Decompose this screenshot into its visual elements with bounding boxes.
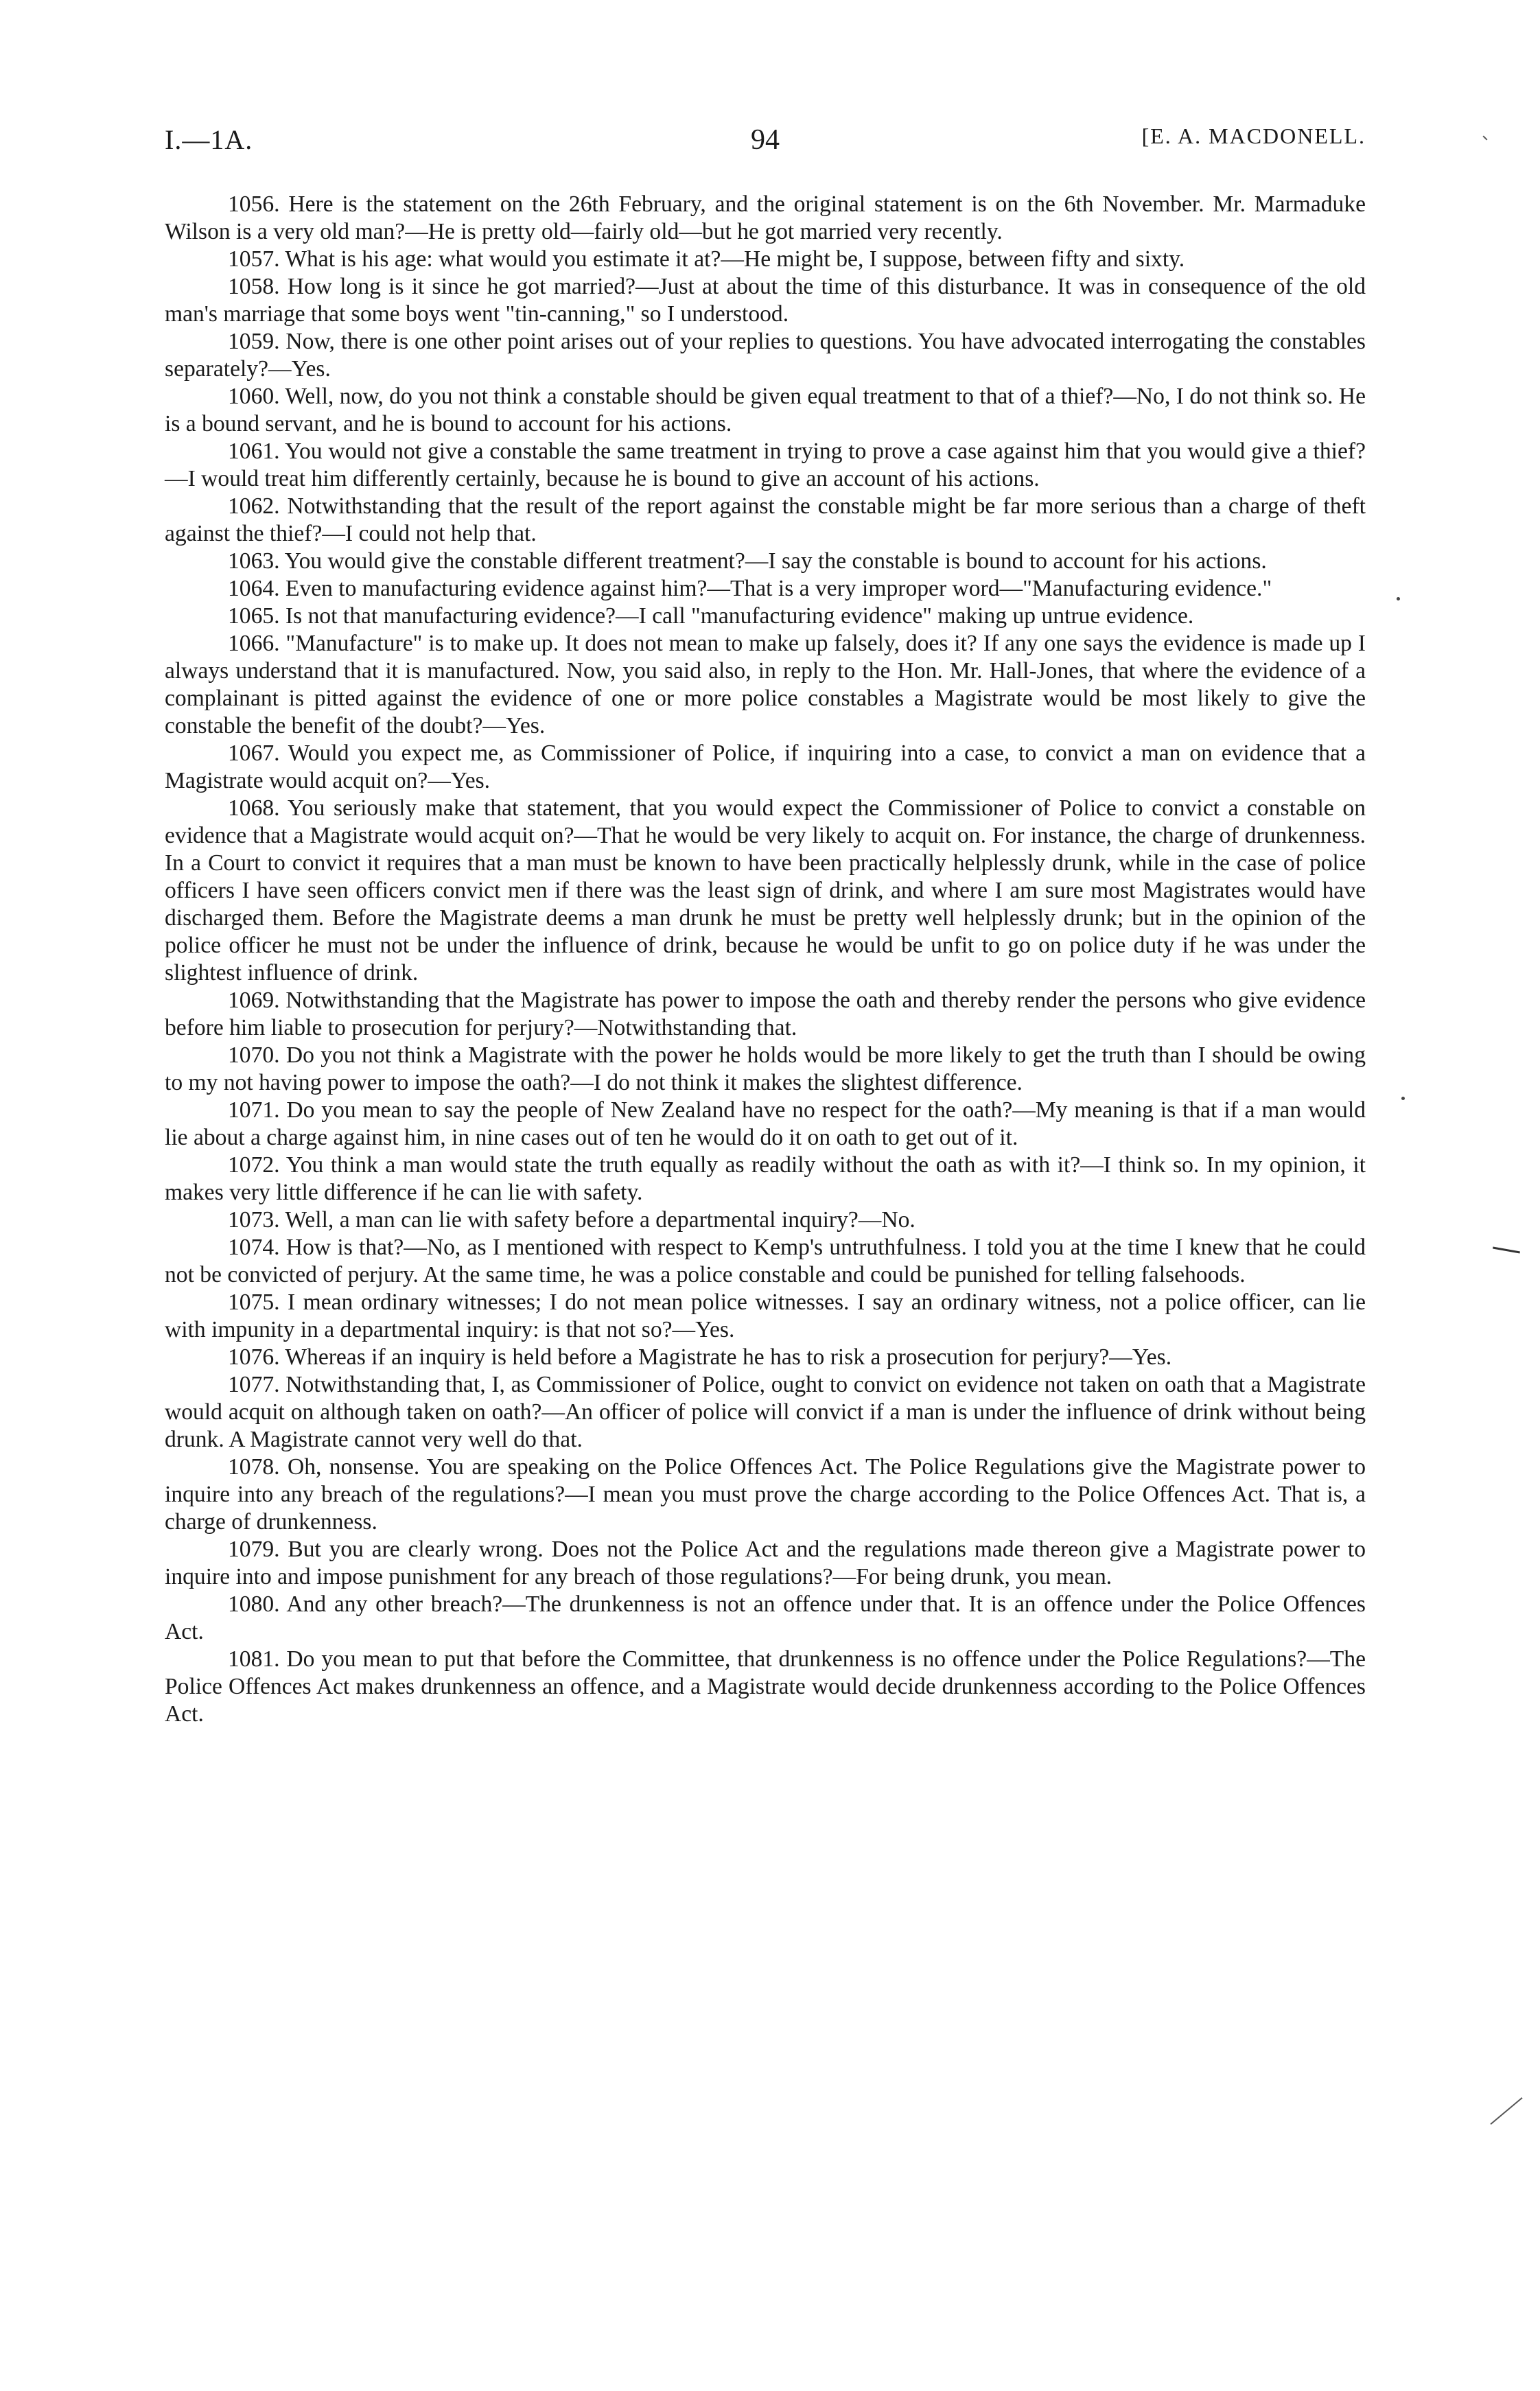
paper-reference: I.—1A. (165, 124, 253, 155)
margin-dot-mark (1401, 1097, 1405, 1100)
question-answer-paragraph: 1057. What is his age: what would you estimate it at?—He might be, I suppose, between fifty and sixty. (228, 246, 1185, 272)
question-answer-paragraph: 1065. Is not that manufacturing evidence?—I call "manufacturing evidence" making up untrue evidence. (228, 603, 1194, 629)
question-answer-paragraph: 1068. You seriously make that statement, that you would expect the Commissioner of Police to convict a constable on evidence that a Magistrate would acquit on?—That he would be very likely to acquit on. For instance, the charge of drunkenness. In a Court to convict it requires that a man must be known to have been practically helplessly drunk, while in the case of police officers I have seen officers convict men if there was the least sign of drink, and where I am sure most Magistrates would have discharged them. Before the Magistrate deems a man drunk he must be pretty well helplessly drunk; but in the opinion of the police officer he must not be under the influence of drink, because he would be unfit to go on police duty if he was under the slightest influence of drink. (165, 795, 1366, 985)
page-header (165, 124, 1366, 172)
margin-scratch-mark (1490, 2097, 1522, 2125)
question-answer-paragraph: 1074. How is that?—No, as I mentioned with respect to Kemp's untruthfulness. I told you at the time I knew that he could not be convicted of perjury. At the same time, he was a police constable and could be punished for telling falsehoods. (165, 1235, 1366, 1287)
page-number: 94 (751, 124, 780, 156)
evidence-text (165, 191, 1366, 1728)
question-answer-paragraph: 1079. But you are clearly wrong. Does not the Police Act and the regulations made thereon give a Magistrate power to inquire into and impose punishment for any breach of those regulations?—For being drunk, you mean. (165, 1537, 1366, 1589)
question-answer-paragraph: 1076. Whereas if an inquiry is held before a Magistrate he has to risk a prosecution for perjury?—Yes. (228, 1344, 1172, 1370)
margin-dash-mark (1493, 1247, 1520, 1254)
question-answer-paragraph: 1059. Now, there is one other point arises out of your replies to questions. You have advocated interrogating the constables separately?—Yes. (165, 329, 1366, 382)
question-answer-paragraph: 1069. Notwithstanding that the Magistrate has power to impose the oath and thereby render the persons who give evidence before him liable to prosecution for perjury?—Notwithstanding that. (165, 988, 1366, 1040)
question-answer-paragraph: 1080. And any other breach?—The drunkenness is not an offence under that. It is an offence under the Police Offences Act. (165, 1591, 1366, 1644)
question-answer-paragraph: 1058. How long is it since he got married?—Just at about the time of this disturbance. It was in consequence of the old man's marriage that some boys went "tin-canning," so I understood. (165, 274, 1366, 327)
question-answer-paragraph: 1063. You would give the constable different treatment?—I say the constable is bound to account for his actions. (228, 548, 1267, 574)
question-answer-paragraph: 1070. Do you not think a Magistrate with the power he holds would be more likely to get the truth than I should be owing to my not having power to impose the oath?—I do not think it makes the slightest difference. (165, 1042, 1366, 1095)
question-answer-paragraph: 1066. "Manufacture" is to make up. It does not mean to make up falsely, does it? If any one says the evidence is made up I always understand that it is manufactured. Now, you said also, in reply to the Hon. Mr. Hall-Jones, that where the evidence of a complainant is pitted against the evidence of one or more police constables a Magistrate would be most likely to give the constable the benefit of the doubt?—Yes. (165, 631, 1366, 738)
question-answer-paragraph: 1078. Oh, nonsense. You are speaking on the Police Offences Act. The Police Regulations give the Magistrate power to inquire into any breach of the regulations?—I mean you must prove the charge according to the Police Offences Act. That is, a charge of drunkenness. (165, 1454, 1366, 1535)
question-answer-paragraph: 1064. Even to manufacturing evidence against him?—That is a very improper word—"Manufacturing evidence." (228, 576, 1272, 601)
margin-dot-mark (1397, 597, 1400, 600)
question-answer-paragraph: 1067. Would you expect me, as Commissioner of Police, if inquiring into a case, to convict a man on evidence that a Magistrate would acquit on?—Yes. (165, 740, 1366, 793)
question-answer-paragraph: 1062. Notwithstanding that the result of the report against the constable might be far more serious than a charge of theft against the thief?—I could not help that. (165, 493, 1366, 546)
question-answer-paragraph: 1073. Well, a man can lie with safety before a departmental inquiry?—No. (228, 1207, 915, 1233)
document-page (165, 124, 1366, 1727)
question-answer-paragraph: 1081. Do you mean to put that before the Committee, that drunkenness is no offence under the Police Regulations?—The Police Offences Act makes drunkenness an offence, and a Magistrate would decide drunkenness according to the Police Offences Act. (165, 1646, 1366, 1727)
question-answer-paragraph: 1077. Notwithstanding that, I, as Commissioner of Police, ought to convict on evidence not taken on oath that a Magistrate would acquit on although taken on oath?—An officer of police will convict if a man is under the influence of drink without being drunk. A Magistrate cannot very well do that. (165, 1372, 1366, 1452)
margin-scratch-mark (1482, 135, 1487, 140)
question-answer-paragraph: 1075. I mean ordinary witnesses; I do not mean police witnesses. I say an ordinary witness, not a police officer, can lie with impunity in a departmental inquiry: is that not so?—Yes. (165, 1290, 1366, 1342)
question-answer-paragraph: 1071. Do you mean to say the people of New Zealand have no respect for the oath?—My meaning is that if a man would lie about a charge against him, in nine cases out of ten he would do it on oath to get out of it. (165, 1097, 1366, 1150)
question-answer-paragraph: 1072. You think a man would state the truth equally as readily without the oath as with it?—I think so. In my opinion, it makes very little difference if he can lie with safety. (165, 1152, 1366, 1205)
question-answer-paragraph: 1056. Here is the statement on the 26th February, and the original statement is on the 6th November. Mr. Marmaduke Wilson is a very old man?—He is pretty old—fairly old—but he got married very recently. (165, 191, 1366, 244)
question-answer-paragraph: 1060. Well, now, do you not think a constable should be given equal treatment to that of a thief?—No, I do not think so. He is a bound servant, and he is bound to account for his actions. (165, 384, 1366, 436)
witness-name: [E. A. MACDONELL. (1141, 124, 1366, 148)
question-answer-paragraph: 1061. You would not give a constable the same treatment in trying to prove a case against him that you would give a thief?—I would treat him differently certainly, because he is bound to give an account of his actions. (165, 439, 1366, 491)
